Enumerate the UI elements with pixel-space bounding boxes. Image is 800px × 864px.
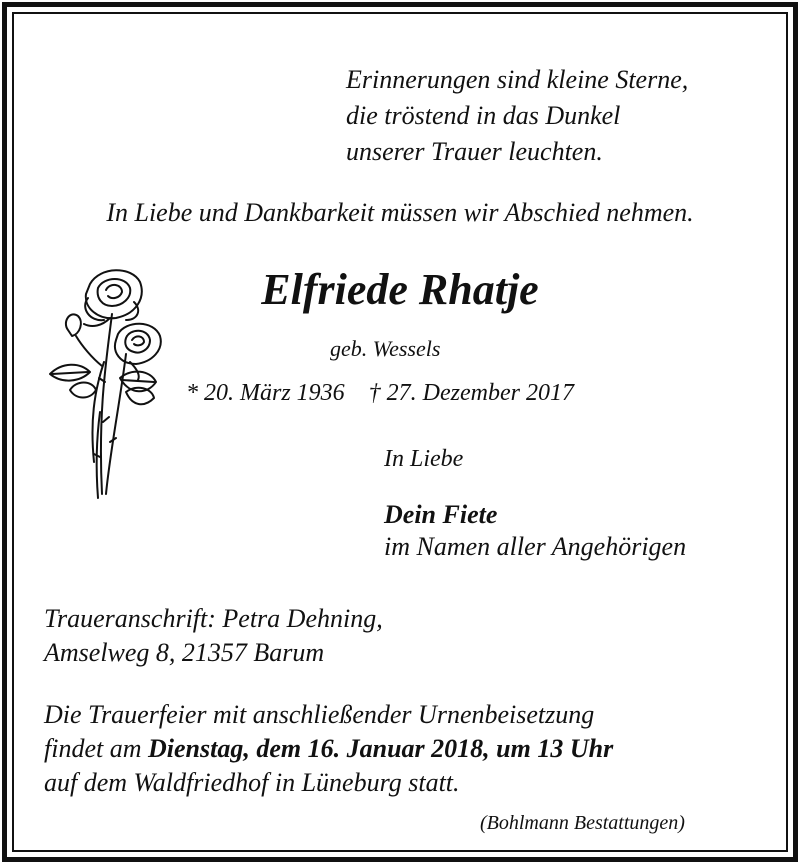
signer-family: im Namen aller Angehörigen: [384, 532, 687, 561]
death-date: † 27. Dezember 2017: [368, 380, 574, 406]
signer-name: Dein Fiete: [384, 500, 498, 529]
farewell-intro: In Liebe und Dankbarkeit müssen wir Abschied nehmen.: [106, 198, 694, 227]
funeral-service-info: [44, 698, 613, 800]
service-line-3: auf dem Waldfriedhof in Lüneburg statt.: [44, 768, 460, 797]
service-line-2-prefix: findet am: [44, 734, 148, 763]
deceased-name: Elfriede Rhatje: [261, 265, 539, 314]
poem: [346, 62, 688, 170]
service-line-1: Die Trauerfeier mit anschließender Urnenbeisetzung: [44, 700, 595, 729]
poem-line-2: die tröstend in das Dunkel: [346, 101, 621, 130]
life-dates: [186, 380, 574, 407]
service-line-2: [44, 732, 613, 766]
service-date-time: Dienstag, dem 16. Januar 2018, um 13 Uhr: [148, 734, 614, 763]
address-line-2: Amselweg 8, 21357 Barum: [44, 638, 325, 667]
birth-name: geb. Wessels: [330, 336, 441, 361]
poem-line-3: unserer Trauer leuchten.: [346, 137, 603, 166]
poem-line-1: Erinnerungen sind kleine Sterne,: [346, 65, 689, 94]
undertaker-credit: (Bohlmann Bestattungen): [480, 812, 685, 834]
closing-greeting: In Liebe: [384, 446, 464, 472]
mourning-address: [44, 602, 383, 670]
birth-date: * 20. März 1936: [186, 380, 345, 406]
address-line-1: Traueranschrift: Petra Dehning,: [44, 604, 383, 633]
